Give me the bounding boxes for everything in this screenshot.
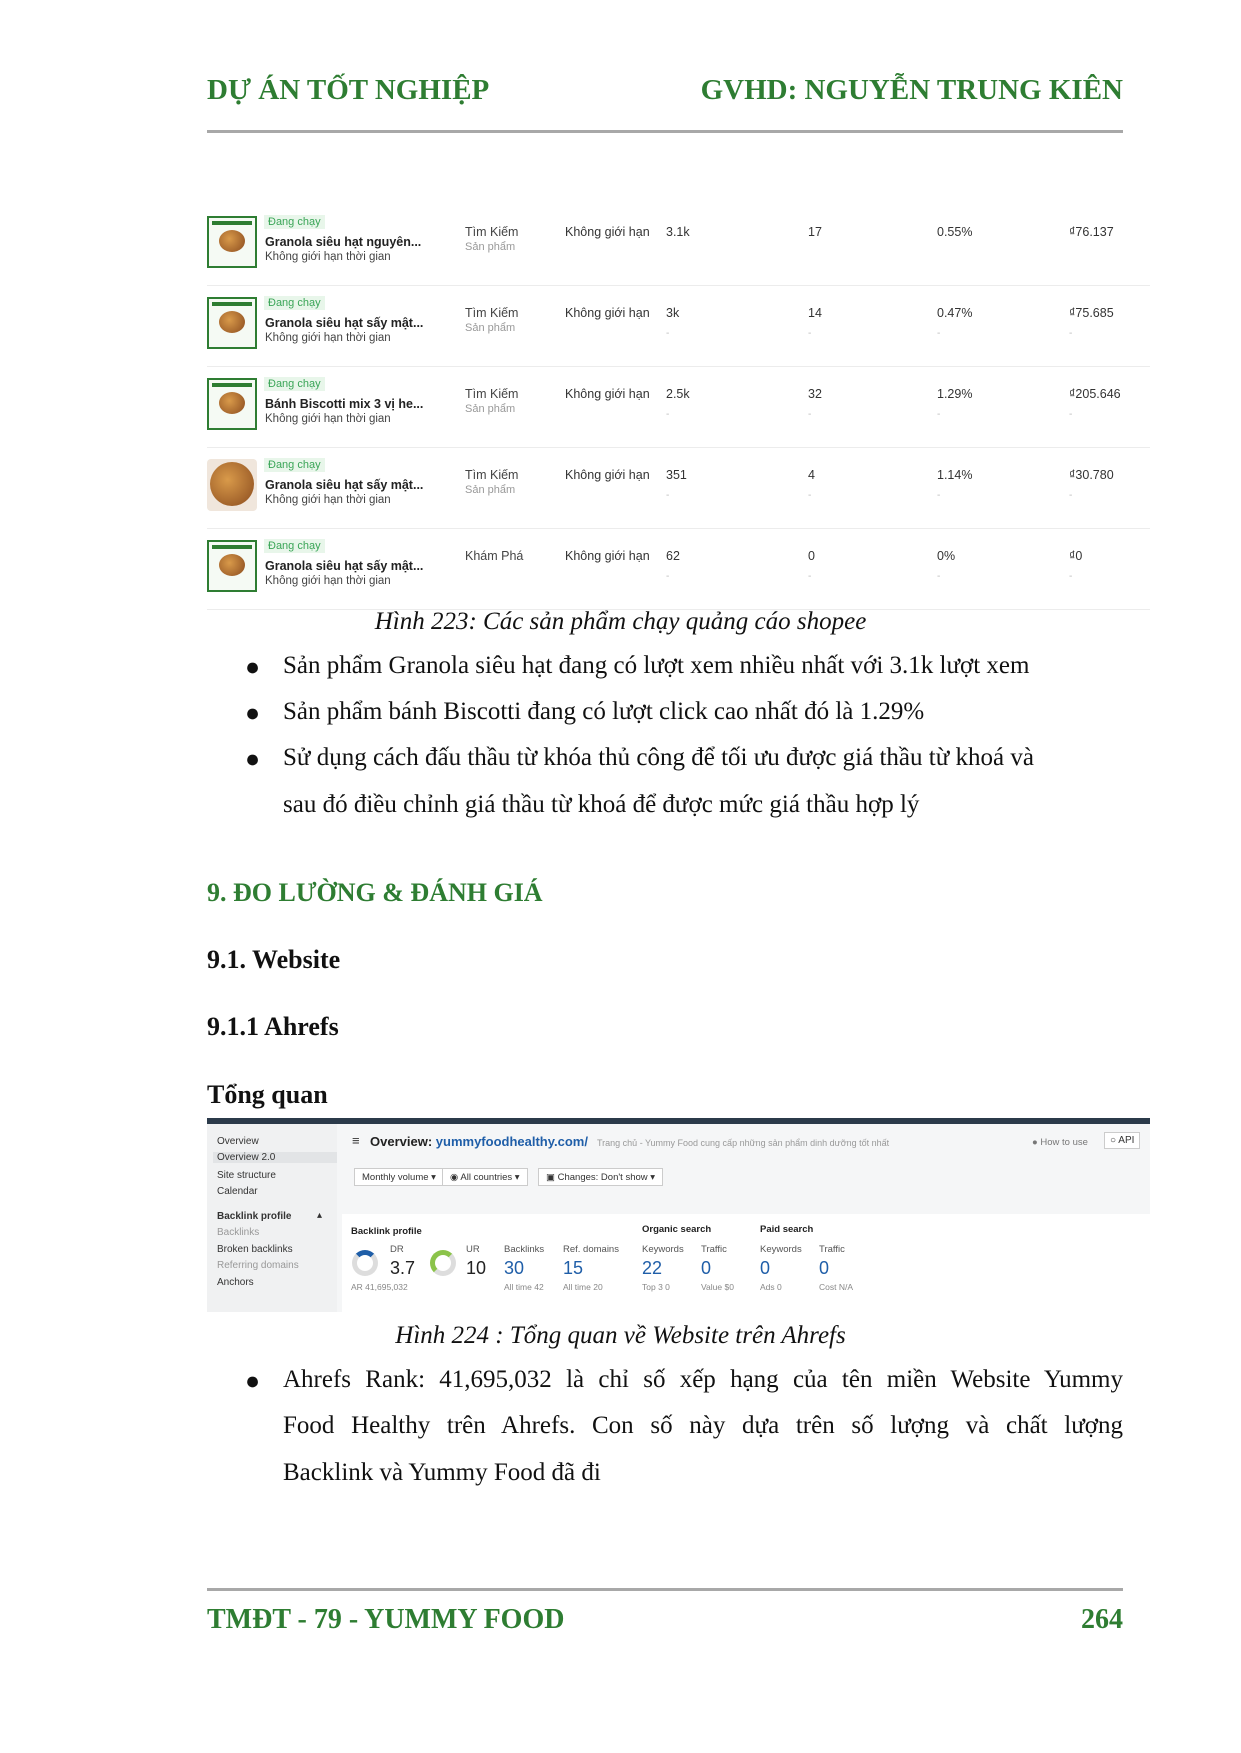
product-row[interactable] bbox=[207, 448, 1150, 529]
product-row[interactable] bbox=[207, 205, 1150, 286]
overview-title bbox=[370, 1134, 588, 1149]
section-heading-9-1: 9.1. Website bbox=[207, 945, 341, 974]
thumbnail-band bbox=[212, 383, 252, 387]
paragraph-line: Ahrefs Rank: 41,695,032 là chỉ số xếp hạng của tên miền Website Yummy bbox=[283, 1366, 1123, 1393]
cost-change: - bbox=[1069, 571, 1073, 582]
ur-label: UR bbox=[466, 1244, 480, 1255]
header-project-title: DỰ ÁN TỐT NGHIỆP bbox=[207, 74, 490, 106]
ur-gauge bbox=[430, 1250, 456, 1276]
ad-type: Khám Phá bbox=[465, 549, 524, 563]
backlinks-label: Backlinks bbox=[504, 1244, 545, 1255]
ref-domains-value[interactable]: 15 bbox=[563, 1258, 584, 1278]
budget-cell: Không giới hạn bbox=[565, 468, 650, 482]
product-thumbnail[interactable] bbox=[207, 216, 257, 268]
bullet-symbol: ● bbox=[245, 654, 261, 681]
product-row[interactable] bbox=[207, 286, 1150, 367]
organic-search-label: Organic search bbox=[642, 1224, 712, 1235]
product-image bbox=[219, 311, 245, 333]
status-badge: Đang chạy bbox=[264, 296, 325, 310]
product-duration: Không giới hạn thời gian bbox=[265, 332, 391, 344]
clicks-cell: 32 bbox=[808, 387, 822, 401]
views-change: - bbox=[666, 328, 670, 339]
how-to-use-link[interactable] bbox=[1032, 1137, 1088, 1148]
bullet-symbol: ● bbox=[245, 1368, 261, 1395]
ad-type: Tìm Kiếm bbox=[465, 387, 519, 401]
ahrefs-main bbox=[342, 1124, 1150, 1312]
how-to-use-label: How to use bbox=[1040, 1137, 1088, 1148]
ad-type-sub: Sản phẩm bbox=[465, 322, 516, 334]
ctr-change: - bbox=[937, 490, 941, 501]
organic-keywords-value[interactable]: 22 bbox=[642, 1258, 663, 1278]
collapse-icon[interactable]: ▴ bbox=[317, 1210, 323, 1221]
views-cell: 62 bbox=[666, 549, 680, 563]
organic-traffic-value-usd: Value $0 bbox=[701, 1282, 734, 1292]
ahrefs-rank: AR 41,695,032 bbox=[351, 1282, 408, 1292]
status-badge: Đang chạy bbox=[264, 377, 325, 391]
ctr-cell: 1.29% bbox=[937, 387, 973, 401]
product-duration: Không giới hạn thời gian bbox=[265, 575, 391, 587]
sidebar-item-broken-backlinks[interactable]: Broken backlinks bbox=[217, 1244, 293, 1255]
product-name[interactable]: Bánh Biscotti mix 3 vị he... bbox=[265, 397, 424, 411]
backlinks-all-time: All time 42 bbox=[504, 1282, 544, 1292]
paragraph-line: Food Healthy trên Ahrefs. Con số này dựa trên số lượng và chất lượng bbox=[283, 1412, 1123, 1439]
calendar-icon: ▣ bbox=[546, 1172, 555, 1183]
status-badge: Đang chạy bbox=[264, 458, 325, 472]
product-name[interactable]: Granola siêu hạt nguyên... bbox=[265, 235, 422, 249]
paid-keywords-value[interactable]: 0 bbox=[760, 1258, 771, 1278]
clicks-cell: 4 bbox=[808, 468, 815, 482]
clicks-change: - bbox=[808, 490, 812, 501]
cost-cell: ₫0 bbox=[1069, 549, 1083, 563]
dr-label: DR bbox=[390, 1244, 404, 1255]
bullet-text: Sử dụng cách đấu thầu từ khóa thủ công để tối ưu được giá thầu từ khoá và bbox=[283, 744, 1034, 771]
views-change: - bbox=[666, 490, 670, 501]
views-cell: 3k bbox=[666, 306, 680, 320]
ref-domains-label: Ref. domains bbox=[563, 1244, 619, 1255]
organic-traffic-value[interactable]: 0 bbox=[701, 1258, 712, 1278]
ur-value: 10 bbox=[466, 1258, 487, 1278]
api-icon: ○ bbox=[1110, 1135, 1117, 1146]
product-duration: Không giới hạn thời gian bbox=[265, 494, 391, 506]
cost-cell: ₫75.685 bbox=[1069, 306, 1114, 320]
sidebar-item-overview-2[interactable]: Overview 2.0 bbox=[213, 1152, 337, 1163]
metrics-panel bbox=[342, 1214, 1150, 1312]
product-thumbnail[interactable] bbox=[207, 297, 257, 349]
bullet-text-continued: sau đó điều chỉnh giá thầu từ khoá để được mức giá thầu hợp lý bbox=[283, 791, 920, 818]
status-badge: Đang chạy bbox=[264, 215, 325, 229]
bullet-text: Sản phẩm Granola siêu hạt đang có lượt xem nhiều nhất với 3.1k lượt xem bbox=[283, 652, 1030, 679]
product-duration: Không giới hạn thời gian bbox=[265, 413, 391, 425]
hamburger-menu-icon[interactable]: ≡ bbox=[352, 1133, 360, 1148]
ad-type: Tìm Kiếm bbox=[465, 306, 519, 320]
sidebar-item-calendar[interactable]: Calendar bbox=[217, 1186, 258, 1197]
cost-change: - bbox=[1069, 409, 1073, 420]
section-heading-9-1-1: 9.1.1 Ahrefs bbox=[207, 1012, 339, 1041]
clicks-cell: 14 bbox=[808, 306, 822, 320]
dr-value: 3.7 bbox=[390, 1258, 416, 1278]
organic-keywords-label: Keywords bbox=[642, 1244, 684, 1255]
monthly-volume-dropdown[interactable]: Monthly volume ▾ bbox=[354, 1168, 444, 1186]
views-change: - bbox=[666, 571, 670, 582]
clicks-change: - bbox=[808, 409, 812, 420]
thumbnail-band bbox=[212, 545, 252, 549]
api-label: API bbox=[1118, 1135, 1135, 1146]
ad-type: Tìm Kiếm bbox=[465, 225, 519, 239]
product-image bbox=[219, 554, 245, 576]
changes-dropdown-label: Changes: Don't show ▾ bbox=[557, 1172, 656, 1183]
clicks-change: - bbox=[808, 328, 812, 339]
section-heading-9: 9. ĐO LƯỜNG & ĐÁNH GIÁ bbox=[207, 878, 543, 907]
budget-cell: Không giới hạn bbox=[565, 549, 650, 563]
sidebar-section-backlink-profile[interactable]: Backlink profile bbox=[217, 1211, 292, 1222]
thumbnail-band bbox=[212, 302, 252, 306]
footer-divider bbox=[207, 1588, 1123, 1591]
changes-dropdown[interactable] bbox=[538, 1168, 663, 1186]
product-thumbnail[interactable] bbox=[207, 459, 257, 511]
paid-traffic-label: Traffic bbox=[819, 1244, 845, 1255]
cost-cell: ₫76.137 bbox=[1069, 225, 1114, 239]
page-header bbox=[207, 74, 1123, 114]
figure-caption-224: Hình 224 : Tổng quan về Website trên Ahrefs bbox=[395, 1322, 846, 1349]
clicks-cell: 17 bbox=[808, 225, 822, 239]
sidebar-item-overview[interactable]: Overview bbox=[217, 1136, 259, 1147]
paid-traffic-value[interactable]: 0 bbox=[819, 1258, 830, 1278]
ctr-cell: 0.55% bbox=[937, 225, 973, 239]
product-duration: Không giới hạn thời gian bbox=[265, 251, 391, 263]
views-cell: 3.1k bbox=[666, 225, 690, 239]
sidebar-item-anchors[interactable]: Anchors bbox=[217, 1277, 254, 1288]
views-change: - bbox=[666, 409, 670, 420]
globe-icon: ◉ bbox=[450, 1172, 459, 1183]
sidebar-item-referring-domains[interactable]: Referring domains bbox=[217, 1260, 299, 1271]
page-number: 264 bbox=[1081, 1604, 1123, 1635]
product-image bbox=[219, 392, 245, 414]
sidebar-item-site-structure[interactable]: Site structure bbox=[217, 1170, 276, 1181]
cost-change: - bbox=[1069, 328, 1073, 339]
ad-type: Tìm Kiếm bbox=[465, 468, 519, 482]
organic-traffic-label: Traffic bbox=[701, 1244, 727, 1255]
ctr-change: - bbox=[937, 571, 941, 582]
product-thumbnail[interactable] bbox=[207, 540, 257, 592]
paid-search-label: Paid search bbox=[760, 1224, 814, 1235]
ctr-change: - bbox=[937, 328, 941, 339]
ctr-cell: 0% bbox=[937, 549, 956, 563]
country-dropdown[interactable] bbox=[442, 1168, 528, 1186]
ctr-change: - bbox=[937, 409, 941, 420]
ad-type-sub: Sản phẩm bbox=[465, 241, 516, 253]
budget-cell: Không giới hạn bbox=[565, 387, 650, 401]
overview-title-prefix: Overview: bbox=[370, 1134, 433, 1149]
ahrefs-screenshot bbox=[207, 1118, 1150, 1312]
bullet-symbol: ● bbox=[245, 700, 261, 727]
ref-domains-all-time: All time 20 bbox=[563, 1282, 603, 1292]
header-advisor: GVHD: NGUYỄN TRUNG KIÊN bbox=[700, 74, 1123, 106]
overview-url[interactable]: yummyfoodhealthy.com/ bbox=[435, 1134, 588, 1149]
ahrefs-sidebar bbox=[207, 1124, 337, 1312]
ctr-cell: 0.47% bbox=[937, 306, 973, 320]
clicks-change: - bbox=[808, 571, 812, 582]
overview-subtitle: Trang chủ - Yummy Food cung cấp những sản phẩm dinh dưỡng tốt nhất bbox=[597, 1138, 890, 1148]
cost-cell: ₫30.780 bbox=[1069, 468, 1114, 482]
clicks-cell: 0 bbox=[808, 549, 815, 563]
ad-type-sub: Sản phẩm bbox=[465, 403, 516, 415]
dr-gauge bbox=[352, 1250, 378, 1276]
cost-cell: ₫205.646 bbox=[1069, 387, 1121, 401]
footer-project: TMĐT - 79 - YUMMY FOOD bbox=[207, 1604, 565, 1635]
thumbnail-band bbox=[212, 221, 252, 225]
country-dropdown-label: All countries ▾ bbox=[460, 1172, 520, 1183]
product-thumbnail[interactable] bbox=[207, 378, 257, 430]
budget-cell: Không giới hạn bbox=[565, 225, 650, 239]
backlink-profile-label: Backlink profile bbox=[351, 1226, 422, 1237]
bullet-symbol: ● bbox=[245, 746, 261, 773]
ctr-cell: 1.14% bbox=[937, 468, 973, 482]
bullet-text: Sản phẩm bánh Biscotti đang có lượt click cao nhất đó là 1.29% bbox=[283, 698, 925, 725]
shopee-ads-table bbox=[207, 205, 1150, 605]
sidebar-item-backlinks[interactable]: Backlinks bbox=[217, 1227, 260, 1238]
product-image bbox=[210, 462, 254, 506]
info-icon: ● bbox=[1032, 1137, 1038, 1148]
paid-keywords-label: Keywords bbox=[760, 1244, 802, 1255]
product-name[interactable]: Granola siêu hạt sấy mật... bbox=[265, 316, 424, 330]
paragraph-line: Backlink và Yummy Food đã đi bbox=[283, 1459, 601, 1486]
product-image bbox=[219, 230, 245, 252]
budget-cell: Không giới hạn bbox=[565, 306, 650, 320]
product-row[interactable] bbox=[207, 529, 1150, 610]
backlinks-value[interactable]: 30 bbox=[504, 1258, 525, 1278]
cost-change: - bbox=[1069, 490, 1073, 501]
figure-caption-223: Hình 223: Các sản phẩm chạy quảng cáo shopee bbox=[374, 608, 867, 635]
ad-type-sub: Sản phẩm bbox=[465, 484, 516, 496]
product-name[interactable]: Granola siêu hạt sấy mật... bbox=[265, 478, 424, 492]
views-cell: 351 bbox=[666, 468, 687, 482]
product-name[interactable]: Granola siêu hạt sấy mật... bbox=[265, 559, 424, 573]
header-divider bbox=[207, 130, 1123, 133]
organic-top3: Top 3 0 bbox=[642, 1282, 670, 1292]
views-cell: 2.5k bbox=[666, 387, 690, 401]
status-badge: Đang chạy bbox=[264, 539, 325, 553]
paid-ads: Ads 0 bbox=[760, 1282, 782, 1292]
product-row[interactable] bbox=[207, 367, 1150, 448]
overview-heading: Tổng quan bbox=[207, 1080, 328, 1109]
api-button[interactable] bbox=[1104, 1132, 1140, 1149]
paid-cost: Cost N/A bbox=[819, 1282, 854, 1292]
